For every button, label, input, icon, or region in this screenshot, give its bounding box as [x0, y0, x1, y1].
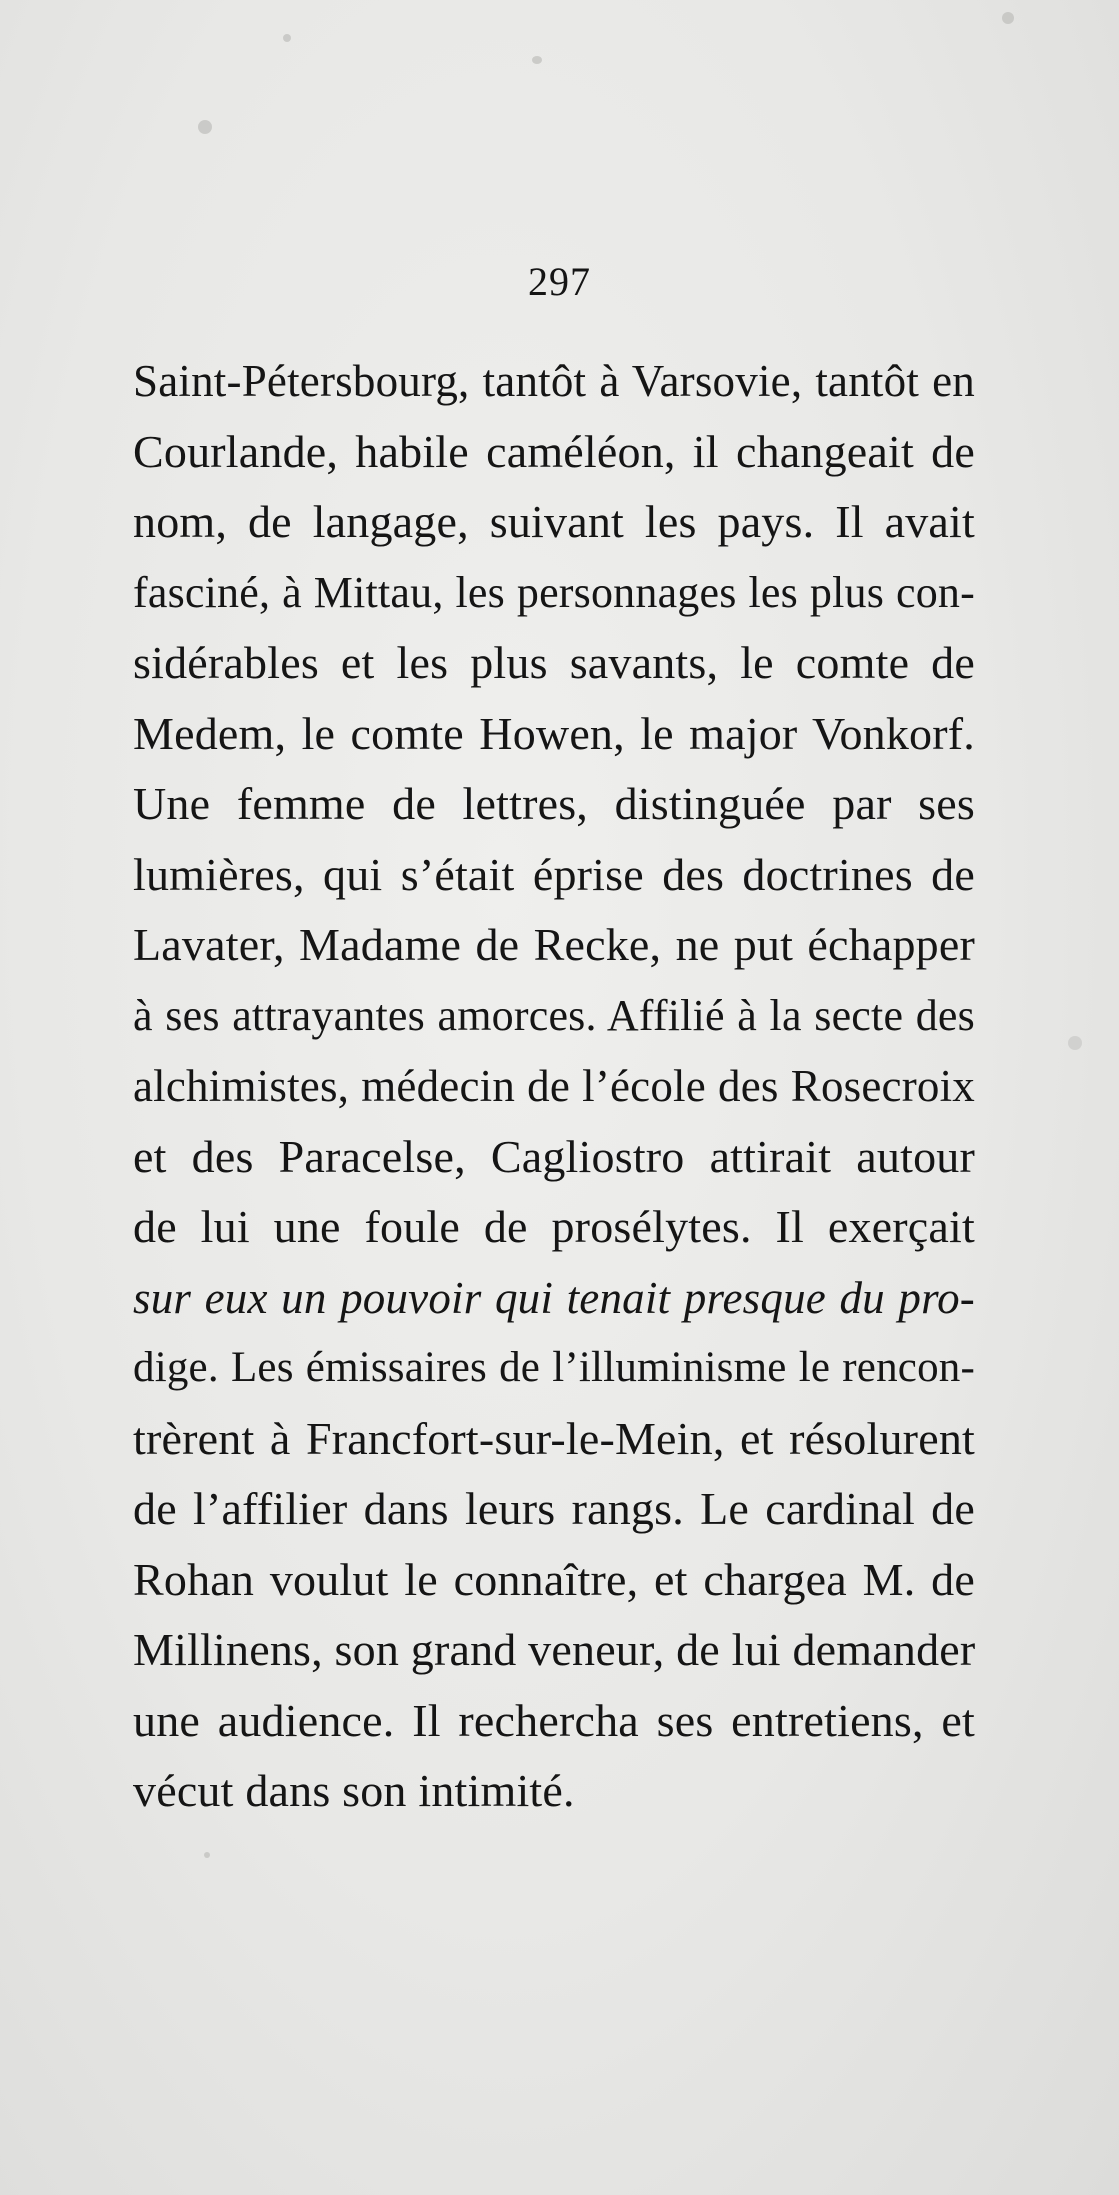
paper-speck [198, 120, 212, 134]
text-line: lumières, qui s’était éprise des doctrines de [133, 848, 975, 900]
text-line: Millinens, son grand veneur, de lui demander [133, 1624, 976, 1675]
text-line: vécut dans son intimité. [133, 1765, 575, 1816]
text-line: une audience. Il rechercha ses entretiens, et [133, 1694, 975, 1746]
body-text [133, 346, 975, 1827]
text-line: trèrent à Francfort-sur-le-Mein, et résolurent [133, 1412, 975, 1464]
text-line: fasciné, à Mittau, les personnages les plus con- [133, 567, 975, 617]
text-line: alchimistes, médecin de l’école des Rosecroix [133, 1061, 975, 1111]
paper-speck [532, 56, 542, 64]
text-line: Saint-Pétersbourg, tantôt à Varsovie, tantôt en [133, 356, 975, 406]
paper-speck [204, 1852, 210, 1858]
text-line: de l’affilier dans leurs rangs. Le cardinal de [133, 1483, 975, 1534]
text-line: Medem, le comte Howen, le major Vonkorf. [133, 707, 975, 759]
text-line: Courlande, habile caméléon, il changeait de [133, 425, 975, 477]
text-line: sidérables et les plus savants, le comte de [133, 637, 975, 688]
paper-speck [1002, 12, 1014, 24]
text-line: Lavater, Madame de Recke, ne put échapper [133, 919, 975, 970]
text-line: dige. Les émissaires de l’illuminisme le rencon- [133, 1344, 975, 1391]
text-line: nom, de langage, suivant les pays. Il avait [133, 496, 975, 547]
text-line: à ses attrayantes amorces. Affilié à la secte des [133, 990, 975, 1040]
paper-speck [283, 34, 291, 42]
paper-speck [1068, 1036, 1082, 1050]
text-line: Rohan voulut le connaître, et chargea M. de [133, 1553, 975, 1605]
page-number: 297 [528, 259, 591, 304]
text-line: de lui une foule de prosélytes. Il exerçait [133, 1201, 975, 1252]
text-line: sur eux un pouvoir qui tenait presque du pro- [133, 1272, 975, 1323]
text-line: Une femme de lettres, distinguée par ses [133, 778, 975, 829]
text-line: et des Paracelse, Cagliostro attirait autour [133, 1130, 975, 1182]
